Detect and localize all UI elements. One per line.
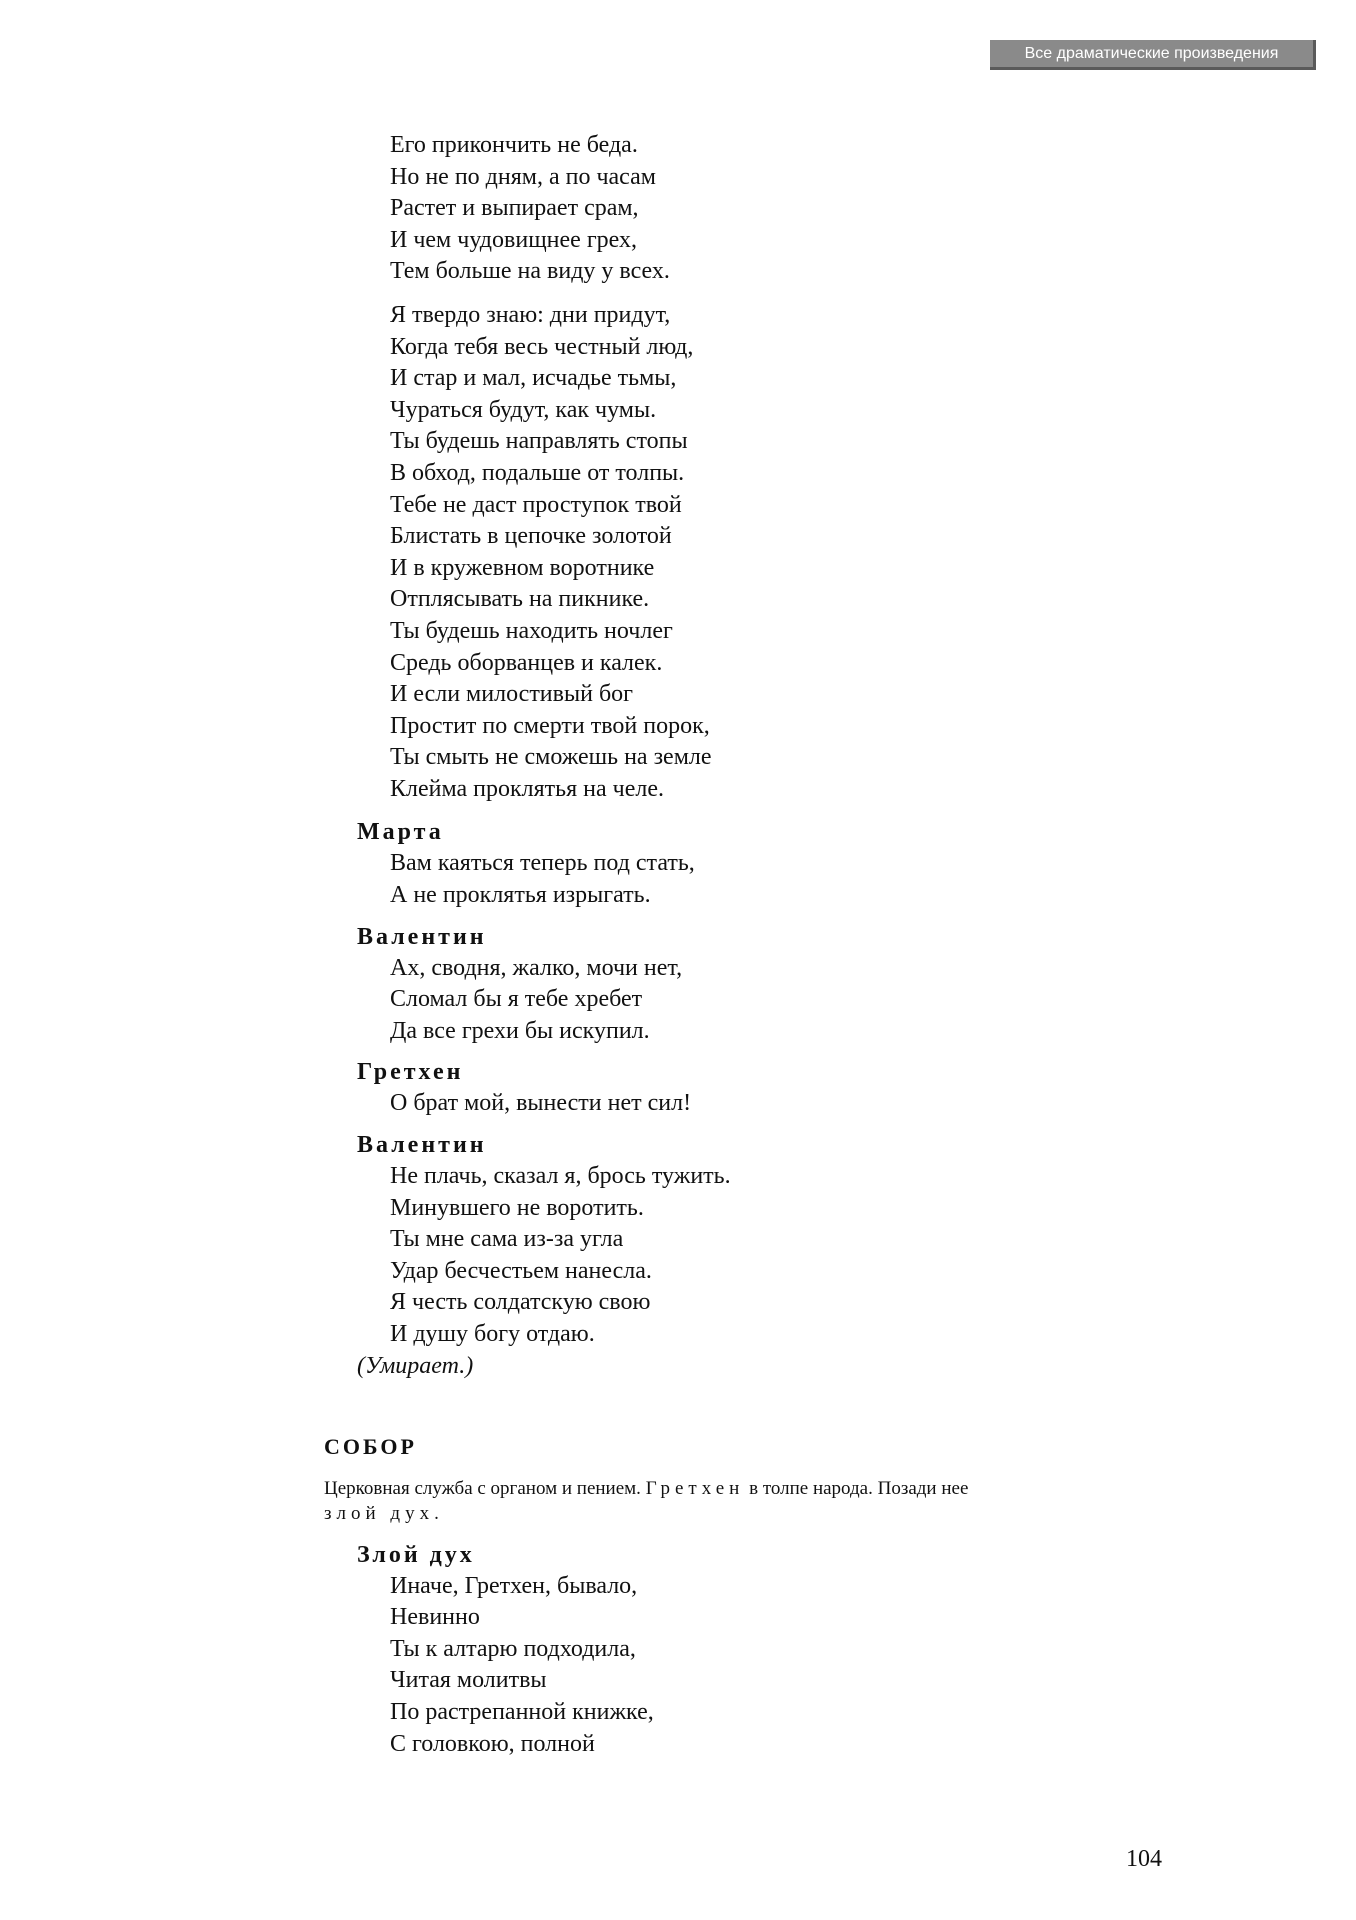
speaker-name: Злой дух <box>357 1541 475 1568</box>
verse-line: Но не по дням, а по часам <box>390 163 656 190</box>
speech-marta <box>0 817 1356 911</box>
verse-line: Когда тебя весь честный люд, <box>390 333 694 360</box>
speech-valentin <box>0 922 1356 1048</box>
scene-note-text: в толпе народа. Позади нее <box>744 1477 969 1499</box>
scene-note-character: Гретхен <box>645 1477 745 1499</box>
verse-line: По растрепанной книжке, <box>390 1698 654 1725</box>
verse-line: И стар и мал, исчадье тьмы, <box>390 365 677 392</box>
verse-line: Клейма проклятья на челе. <box>390 775 664 802</box>
verse-line: Ах, сводня, жалко, мочи нет, <box>390 954 683 981</box>
verse-line: Читая молитвы <box>390 1667 547 1694</box>
verse-line: Простит по смерти твой порок, <box>390 712 710 739</box>
verse-line: Ты мне сама из-за угла <box>390 1226 624 1253</box>
scene-title: СОБОР <box>324 1433 417 1459</box>
verse-line: А не проклятья изрыгать. <box>390 882 651 909</box>
stage-direction: (Умирает.) <box>357 1352 474 1379</box>
verse-line: И в кружевном воротнике <box>390 554 655 581</box>
verse-line: И если милостивый бог <box>390 681 633 708</box>
speaker-name: Марта <box>357 819 444 846</box>
verse-line: Невинно <box>390 1604 480 1631</box>
verse-line: Я твердо знаю: дни придут, <box>390 301 671 328</box>
verse-line: Средь оборванцев и калек. <box>390 649 663 676</box>
scene-note-text: Церковная служба с органом и пением. <box>324 1477 646 1499</box>
verse-line: Блистать в цепочке золотой <box>390 523 672 550</box>
scene-note-character: злой дух <box>324 1502 435 1524</box>
speech-gretchen <box>0 1057 1356 1120</box>
verse-line: О брат мой, вынести нет сил! <box>390 1090 692 1117</box>
verse-line: Вам каяться теперь под стать, <box>390 850 695 877</box>
verse-line: Тебе не даст проступок твой <box>390 491 682 518</box>
verse-line: Сломал бы я тебе хребет <box>390 986 643 1013</box>
verse-line: Ты к алтарю подходила, <box>390 1635 636 1662</box>
speech-valentin-final <box>0 1130 1356 1382</box>
speaker-name: Валентин <box>357 1132 487 1159</box>
verse-line: Отплясывать на пикнике. <box>390 586 650 613</box>
verse-line: В обход, подальше от толпы. <box>390 459 685 486</box>
verse-line: Минувшего не воротить. <box>390 1194 644 1221</box>
verse-line: Да все грехи бы искупил. <box>390 1017 650 1044</box>
verse-line: И душу богу отдаю. <box>390 1321 595 1347</box>
page-number: 104 <box>1126 1846 1162 1872</box>
verse-line: Ты будешь направлять стопы <box>390 428 688 455</box>
scene-note <box>324 1476 1024 1526</box>
verse-line: Удар бесчестьем нанесла. <box>390 1257 652 1284</box>
stanza-1 <box>0 130 1356 288</box>
verse-line: Ты смыть не сможешь на земле <box>390 744 712 771</box>
verse-line: Ты будешь находить ночлег <box>390 617 673 644</box>
speech-evil-spirit <box>0 1540 1356 1761</box>
scene-note-text: . <box>434 1502 439 1524</box>
verse-line: Его прикончить не беда. <box>390 132 638 158</box>
verse-line: Я честь солдатскую свою <box>390 1289 651 1316</box>
verse-line: Не плачь, сказал я, брось тужить. <box>390 1163 731 1190</box>
verse-line: С головкою, полной <box>390 1730 595 1757</box>
verse-line: Иначе, Гретхен, бывало, <box>390 1572 638 1599</box>
verse-line: Тем больше на виду у всех. <box>390 258 670 285</box>
speaker-name: Валентин <box>357 923 487 950</box>
section-tab: Все драматические произведения <box>990 40 1316 70</box>
verse-line: Чураться будут, как чумы. <box>390 396 657 423</box>
verse-line: Растет и выпирает срам, <box>390 195 639 222</box>
speaker-name: Гретхен <box>357 1059 464 1086</box>
page-content <box>0 130 1356 1760</box>
verse-line: И чем чудовищнее грех, <box>390 226 637 253</box>
stanza-2 <box>0 300 1356 806</box>
